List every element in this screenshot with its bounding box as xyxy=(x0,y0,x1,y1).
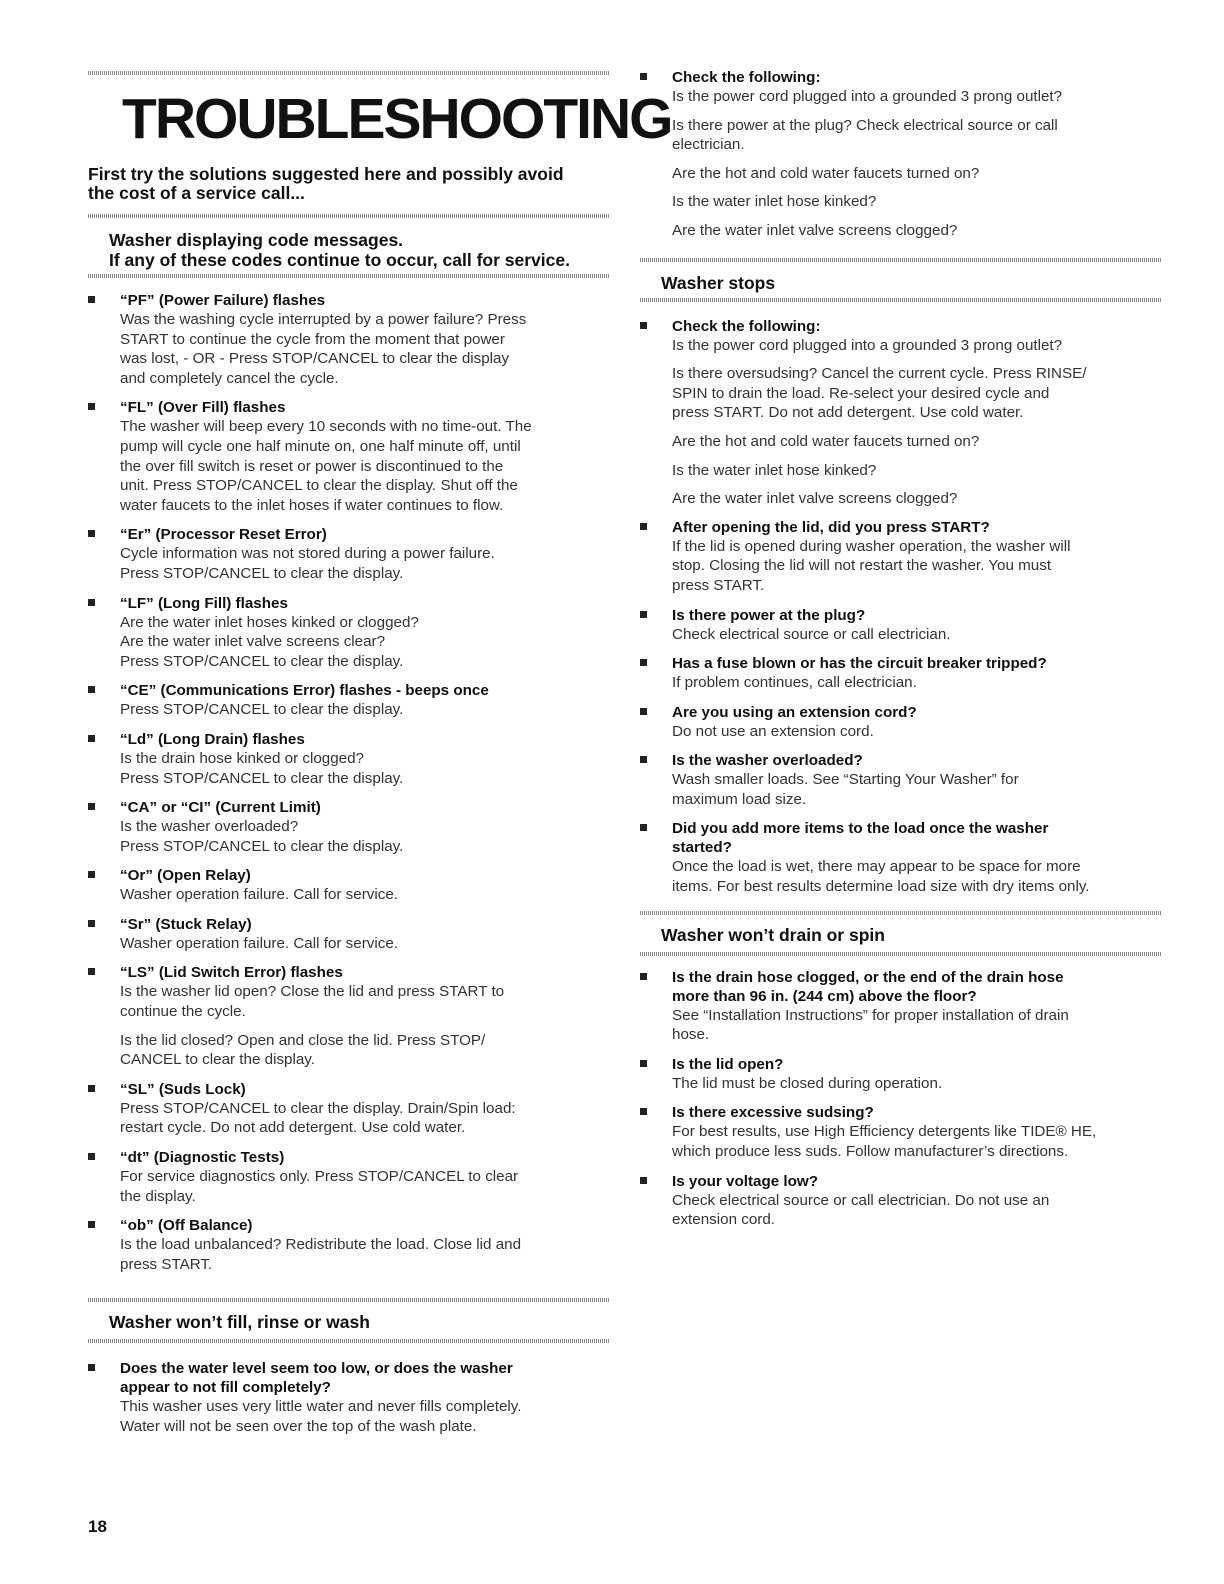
item-text: Press STOP/CANCEL to clear the display. xyxy=(120,769,404,787)
item-text: electrician. xyxy=(672,136,745,154)
item-text: Are the water inlet hoses kinked or clogged? xyxy=(120,613,419,631)
item-title: “Ld” (Long Drain) flashes xyxy=(120,730,305,748)
item-text: Is the washer overloaded? xyxy=(120,818,299,836)
item-title: “Sr” (Stuck Relay) xyxy=(120,915,252,933)
item-text: Was the washing cycle interrupted by a power failure? Press xyxy=(120,311,527,328)
list-item xyxy=(640,1055,1162,1094)
item-text: Are the hot and cold water faucets turned on? xyxy=(672,432,980,450)
list-item xyxy=(88,1148,610,1206)
item-title: “LF” (Long Fill) flashes xyxy=(120,594,288,612)
list-item xyxy=(640,518,1162,596)
item-title: Has a fuse blown or has the circuit breaker tripped? xyxy=(672,655,1047,673)
item-title: “CA” or “CI” (Current Limit) xyxy=(120,799,321,817)
item-text: If problem continues, call electrician. xyxy=(672,674,917,692)
item-text: press START. xyxy=(672,576,765,594)
item-text: Is the washer lid open? Close the lid and press START to xyxy=(120,983,505,1001)
list-item xyxy=(640,968,1162,1045)
bullet-icon xyxy=(88,735,95,742)
codes-subtitle: If any of these codes continue to occur, call for service. xyxy=(109,250,570,270)
divider xyxy=(640,298,1162,302)
codes-list xyxy=(88,291,610,1274)
bullet-icon xyxy=(640,973,647,980)
item-title: Is the drain hose clogged, or the end of the drain hose xyxy=(672,968,1064,986)
drain-list xyxy=(640,968,1162,1230)
left-column xyxy=(88,0,672,1536)
list-item xyxy=(88,594,610,672)
list-item xyxy=(640,1172,1162,1230)
bullet-icon xyxy=(88,599,95,606)
list-item xyxy=(640,606,1162,645)
bullet-icon xyxy=(640,1060,647,1067)
divider xyxy=(88,214,610,218)
item-text: Are the hot and cold water faucets turned on? xyxy=(672,164,980,182)
item-text: Press STOP/CANCEL to clear the display. Drain/Spin load: xyxy=(120,1099,516,1117)
page-title: TROUBLESHOOTING xyxy=(122,87,672,151)
check-list xyxy=(672,336,1162,509)
item-title: “Or” (Open Relay) xyxy=(120,867,251,885)
item-title: “ob” (Off Balance) xyxy=(120,1217,253,1235)
item-text: press START. Do not add detergent. Use cold water. xyxy=(672,404,1024,422)
right-column xyxy=(640,0,1162,1230)
item-text: Is the power cord plugged into a grounded 3 prong outlet? xyxy=(672,336,1063,354)
divider xyxy=(640,258,1162,262)
item-text: For best results, use High Efficiency detergents like TIDE® HE, xyxy=(672,1123,1097,1141)
list-item xyxy=(88,730,610,788)
divider xyxy=(88,71,610,75)
intro-line: First try the solutions suggested here and possibly avoid xyxy=(88,164,564,184)
item-title: “dt” (Diagnostic Tests) xyxy=(120,1149,285,1167)
item-title: started? xyxy=(672,839,732,857)
item-title: Did you add more items to the load once the washer xyxy=(672,820,1049,838)
bullet-icon xyxy=(88,1085,95,1092)
list-item xyxy=(88,798,610,856)
list-item xyxy=(640,654,1162,693)
item-text: which produce less suds. Follow manufacturer’s directions. xyxy=(672,1143,1069,1161)
item-text: extension cord. xyxy=(672,1211,775,1229)
list-item xyxy=(640,819,1162,896)
drain-title: Washer won’t drain or spin xyxy=(661,924,885,945)
item-text: Are the water inlet valve screens clogged? xyxy=(672,221,958,239)
item-text: unit. Press STOP/CANCEL to clear the display. Shut off the xyxy=(120,477,518,495)
list-item xyxy=(88,398,610,515)
item-text: Washer operation failure. Call for service. xyxy=(120,934,398,952)
item-title: Is there power at the plug? xyxy=(672,606,866,624)
list-item xyxy=(640,1103,1162,1161)
bullet-icon xyxy=(88,1153,95,1160)
item-text: START to continue the cycle from the moment that power xyxy=(120,330,505,348)
item-text: maximum load size. xyxy=(672,790,807,808)
check-list xyxy=(672,87,1162,241)
item-text: Is the power cord plugged into a grounded 3 prong outlet? xyxy=(672,88,1063,105)
stops-title: Washer stops xyxy=(661,272,776,293)
bullet-icon xyxy=(88,803,95,810)
item-text: If the lid is opened during washer operation, the washer will xyxy=(672,537,1071,555)
item-text: stop. Closing the lid will not restart the washer. You must xyxy=(672,557,1052,575)
bullet-icon xyxy=(88,686,95,693)
bullet-icon xyxy=(640,824,647,831)
item-title: Is your voltage low? xyxy=(672,1172,818,1190)
bullet-icon xyxy=(640,756,647,763)
bullet-icon xyxy=(88,920,95,927)
item-text: Are the water inlet valve screens clogged? xyxy=(672,490,958,508)
divider xyxy=(640,952,1162,956)
bullet-icon xyxy=(88,1221,95,1228)
item-text: Once the load is wet, there may appear to be space for more xyxy=(672,858,1081,876)
item-text: Is the lid closed? Open and close the lid. Press STOP/ xyxy=(120,1031,486,1049)
item-text: Are the water inlet valve screens clear? xyxy=(120,633,386,651)
item-text: Wash smaller loads. See “Starting Your Washer” for xyxy=(672,771,1019,789)
item-text: Do not use an extension cord. xyxy=(672,722,874,740)
divider xyxy=(88,274,610,278)
stops-list xyxy=(640,518,1162,897)
item-text: the over fill switch is reset or power is discontinued to the xyxy=(120,457,504,475)
bullet-icon xyxy=(640,708,647,715)
item-text: For service diagnostics only. Press STOP/CANCEL to clear xyxy=(120,1168,519,1186)
list-item xyxy=(88,1080,610,1138)
intro-line: the cost of a service call... xyxy=(88,183,305,203)
item-title: Is there excessive sudsing? xyxy=(672,1104,874,1122)
divider xyxy=(88,1339,610,1343)
item-title: Check the following: xyxy=(672,69,821,86)
list-item xyxy=(640,703,1162,742)
item-title: “CE” (Communications Error) flashes - beeps once xyxy=(120,682,489,700)
bullet-icon xyxy=(88,530,95,537)
item-title: appear to not fill completely? xyxy=(120,1379,331,1397)
item-text: the display. xyxy=(120,1187,196,1205)
item-text: Check electrical source or call electrician. Do not use an xyxy=(672,1191,1050,1209)
item-text: continue the cycle. xyxy=(120,1003,246,1021)
item-title: Are you using an extension cord? xyxy=(672,703,917,721)
list-item xyxy=(88,1216,610,1274)
item-text: hose. xyxy=(672,1026,710,1044)
item-text: was lost, - OR - Press STOP/CANCEL to clear the display xyxy=(120,350,510,368)
list-item xyxy=(640,68,1162,241)
item-text: Water will not be seen over the top of the wash plate. xyxy=(120,1418,477,1435)
list-item xyxy=(640,317,1162,509)
item-text: SPIN to drain the load. Re-select your desired cycle and xyxy=(672,384,1050,402)
list-item xyxy=(88,915,610,954)
item-title: “SL” (Suds Lock) xyxy=(120,1080,246,1098)
item-title: Does the water level seem too low, or does the washer xyxy=(120,1360,513,1378)
item-text: Press STOP/CANCEL to clear the display. xyxy=(120,652,404,670)
list-item xyxy=(88,291,610,388)
bullet-icon xyxy=(88,296,95,303)
item-text: CANCEL to clear the display. xyxy=(120,1051,315,1069)
item-title: After opening the lid, did you press START? xyxy=(672,518,990,536)
item-text: See “Installation Instructions” for proper installation of drain xyxy=(672,1006,1069,1024)
bullet-icon xyxy=(640,611,647,618)
item-text: Check electrical source or call electrician. xyxy=(672,625,951,643)
item-text: Is the water inlet hose kinked? xyxy=(672,193,877,211)
item-title: “LS” (Lid Switch Error) flashes xyxy=(120,964,343,982)
bullet-icon xyxy=(640,1108,647,1115)
list-item xyxy=(88,866,610,905)
bullet-icon xyxy=(640,73,647,80)
list-item xyxy=(88,963,610,1069)
item-title: Is the lid open? xyxy=(672,1055,784,1073)
list-item xyxy=(88,681,610,720)
list-item xyxy=(88,525,610,583)
item-text: Press STOP/CANCEL to clear the display. xyxy=(120,564,404,582)
list-item xyxy=(88,1359,610,1436)
item-text: Washer operation failure. Call for service. xyxy=(120,886,398,904)
item-text: Press STOP/CANCEL to clear the display. xyxy=(120,837,404,855)
item-text: Is the drain hose kinked or clogged? xyxy=(120,749,365,767)
list-item xyxy=(640,751,1162,809)
wont-fill-title: Washer won’t fill, rinse or wash xyxy=(109,1312,370,1333)
item-text: Is there oversudsing? Cancel the current cycle. Press RINSE/ xyxy=(672,365,1087,383)
item-text: This washer uses very little water and never fills completely. xyxy=(120,1398,522,1416)
item-text: press START. xyxy=(120,1255,213,1273)
bullet-icon xyxy=(88,871,95,878)
bullet-icon xyxy=(88,968,95,975)
item-title: “Er” (Processor Reset Error) xyxy=(120,526,327,544)
item-text: and completely cancel the cycle. xyxy=(120,369,339,387)
bullet-icon xyxy=(88,403,95,410)
item-title: more than 96 in. (244 cm) above the floor? xyxy=(672,987,977,1005)
item-text: Press STOP/CANCEL to clear the display. xyxy=(120,701,404,719)
item-title: “PF” (Power Failure) flashes xyxy=(120,292,326,309)
divider xyxy=(88,1298,610,1302)
item-text: water faucets to the inlet hoses if water continues to flow. xyxy=(120,496,504,514)
item-text: pump will cycle one half minute on, one half minute off, until xyxy=(120,437,521,455)
item-text: items. For best results determine load size with dry items only. xyxy=(672,878,1090,896)
item-text: Is the water inlet hose kinked? xyxy=(672,461,877,479)
item-title: Is the washer overloaded? xyxy=(672,752,863,770)
item-text: Is there power at the plug? Check electrical source or call xyxy=(672,116,1058,134)
item-text: Cycle information was not stored during a power failure. xyxy=(120,545,495,563)
bullet-icon xyxy=(640,322,647,329)
intro xyxy=(88,165,610,203)
bullet-icon xyxy=(640,659,647,666)
item-text: Is the load unbalanced? Redistribute the load. Close lid and xyxy=(120,1236,522,1254)
item-text: The lid must be closed during operation. xyxy=(672,1074,943,1092)
bullet-icon xyxy=(640,1177,647,1184)
bullet-icon xyxy=(640,523,647,530)
page-number: 18 xyxy=(88,1517,107,1536)
codes-title: Washer displaying code messages. xyxy=(109,230,404,250)
item-text: The washer will beep every 10 seconds with no time-out. The xyxy=(120,418,532,436)
item-text: restart cycle. Do not add detergent. Use cold water. xyxy=(120,1119,466,1137)
divider xyxy=(640,911,1162,915)
bullet-icon xyxy=(88,1364,95,1371)
item-title: “FL” (Over Fill) flashes xyxy=(120,399,286,417)
item-title: Check the following: xyxy=(672,317,821,335)
